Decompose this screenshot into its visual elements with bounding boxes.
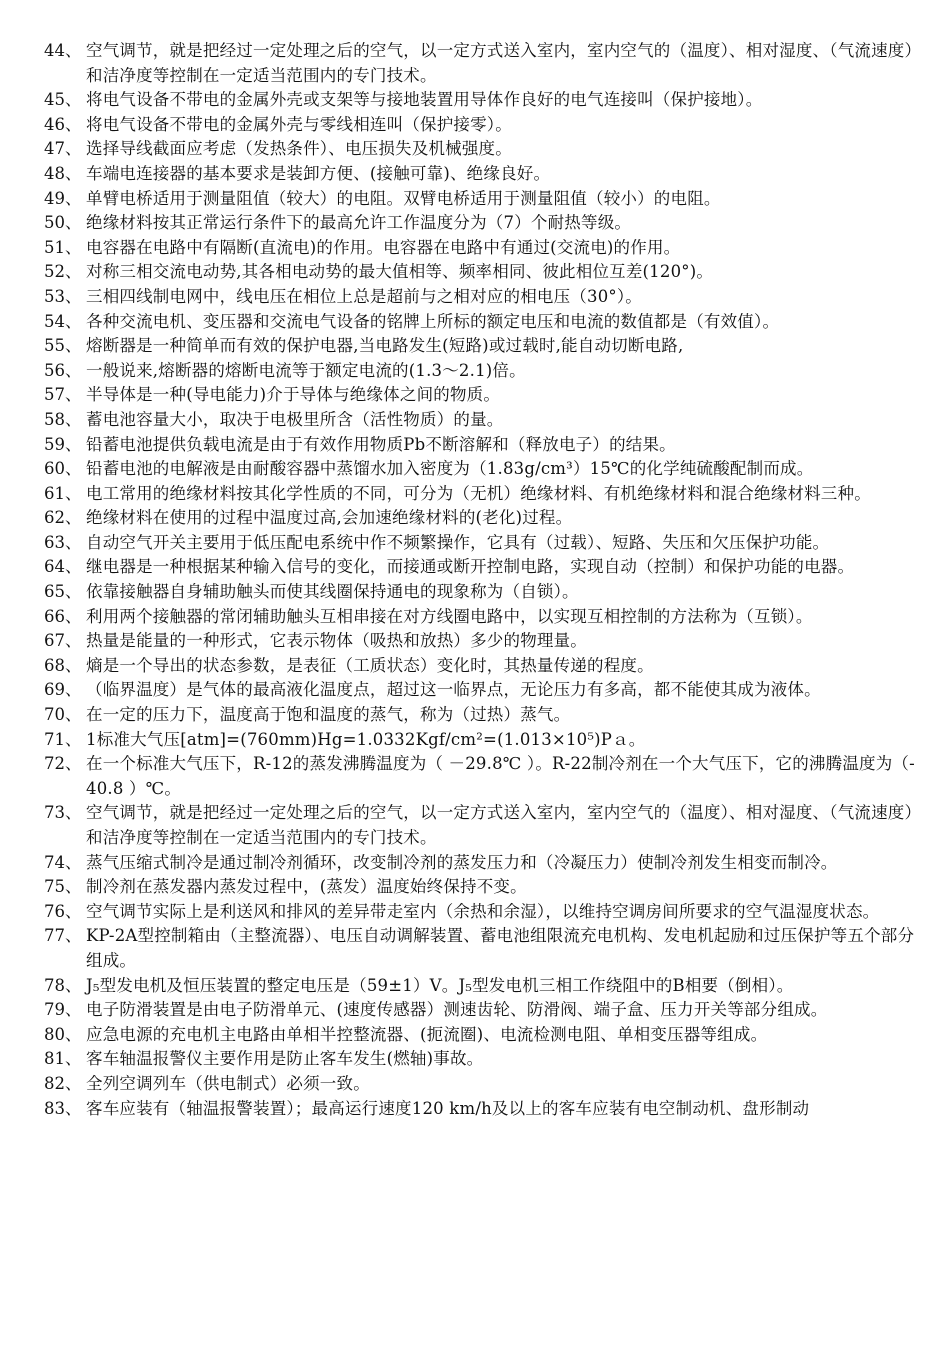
item-number: 71、: [44, 729, 82, 749]
list-item: [44, 998, 916, 1023]
item-number: 73、: [44, 803, 82, 823]
item-text: 电容器在电路中有隔断(直流电)的作用。电容器在电路中有通过(交流电)的作用。: [86, 237, 681, 257]
list-item: [44, 482, 916, 507]
item-text: 熔断器是一种简单而有效的保护电器,当电路发生(短路)或过载时,能自动切断电路,: [86, 336, 684, 356]
list-item: [44, 187, 916, 212]
item-text: 车端电连接器的基本要求是装卸方便、(接触可靠)、绝缘良好。: [86, 163, 551, 183]
list-item: [44, 555, 916, 580]
item-number: 59、: [44, 434, 82, 454]
item-text: 单臂电桥适用于测量阻值（较大）的电阻。双臂电桥适用于测量阻值（较小）的电阻。: [86, 188, 721, 208]
item-number: 56、: [44, 360, 82, 380]
item-text: KP-2A型控制箱由（主整流器）、电压自动调解装置、蓄电池组限流充电机构、发电机起励和过压保护等五个部分组成。: [86, 926, 915, 970]
list-item: [44, 1023, 916, 1048]
list-item: [44, 359, 916, 384]
item-text: 将电气设备不带电的金属外壳与零线相连叫（保护接零）。: [86, 114, 512, 134]
item-number: 46、: [44, 114, 82, 134]
item-text: 蓄电池容量大小，取决于电极里所含（活性物质）的量。: [86, 409, 504, 429]
item-number: 75、: [44, 877, 82, 897]
list-item: [44, 531, 916, 556]
item-number: 52、: [44, 262, 82, 282]
list-item: [44, 875, 916, 900]
item-text: 1标准大气压[atm]=(760mm)Hg=1.0332Kgf/cm²=(1.013×10⁵)Pａ。: [86, 729, 646, 749]
item-text: 在一定的压力下，温度高于饱和温度的蒸气，称为（过热）蒸气。: [86, 705, 571, 725]
item-number: 55、: [44, 336, 82, 356]
item-number: 64、: [44, 557, 82, 577]
list-item: [44, 408, 916, 433]
item-number: 77、: [44, 926, 82, 946]
list-item: [44, 433, 916, 458]
item-number: 47、: [44, 139, 82, 159]
list-item: [44, 236, 916, 261]
item-number: 50、: [44, 213, 82, 233]
list-item: [44, 285, 916, 310]
list-item: [44, 605, 916, 630]
item-number: 69、: [44, 680, 82, 700]
item-number: 51、: [44, 237, 82, 257]
item-number: 54、: [44, 311, 82, 331]
item-number: 61、: [44, 483, 82, 503]
item-text: 利用两个接触器的常闭辅助触头互相串接在对方线圈电路中，以实现互相控制的方法称为（互锁）。: [86, 606, 813, 626]
list-item: [44, 678, 916, 703]
list-item: [44, 580, 916, 605]
item-number: 70、: [44, 705, 82, 725]
list-item: [44, 457, 916, 482]
item-text: 蒸气压缩式制冷是通过制冷剂循环，改变制冷剂的蒸发压力和（冷凝压力）使制冷剂发生相变而制冷。: [86, 852, 838, 872]
item-text: 电子防滑装置是由电子防滑单元、(速度传感器）测速齿轮、防滑阀、端子盒、压力开关等部分组成。: [86, 1000, 828, 1020]
list-item: [44, 924, 916, 973]
list-item: [44, 900, 916, 925]
item-text: 对称三相交流电动势,其各相电动势的最大值相等、频率相同、彼此相位互差(120°)。: [86, 262, 714, 282]
item-text: 各种交流电机、变压器和交流电气设备的铭牌上所标的额定电压和电流的数值都是（有效值）。: [86, 311, 780, 331]
list-item: [44, 629, 916, 654]
item-text: 客车应装有（轴温报警装置）；最高运行速度120 km/h及以上的客车应装有电空制动机、盘形制动: [86, 1098, 810, 1118]
item-number: 65、: [44, 582, 82, 602]
list-item: [44, 1047, 916, 1072]
item-text: 三相四线制电网中，线电压在相位上总是超前与之相对应的相电压（30°）。: [86, 286, 642, 306]
item-number: 63、: [44, 532, 82, 552]
item-text: 电工常用的绝缘材料按其化学性质的不同，可分为（无机）绝缘材料、有机绝缘材料和混合绝缘材料三种。: [86, 483, 871, 503]
item-number: 62、: [44, 508, 82, 528]
item-text: 绝缘材料按其正常运行条件下的最高允许工作温度分为（7）个耐热等级。: [86, 213, 632, 233]
item-number: 83、: [44, 1098, 82, 1118]
item-number: 44、: [44, 41, 82, 60]
item-text: 将电气设备不带电的金属外壳或支架等与接地装置用导体作良好的电气连接叫（保护接地）。: [86, 90, 763, 110]
item-text: 绝缘材料在使用的过程中温度过高,会加速绝缘材料的(老化)过程。: [86, 508, 573, 528]
item-number: 68、: [44, 655, 82, 675]
list-item: [44, 703, 916, 728]
item-text: J₅型发电机及恒压装置的整定电压是（59±1）V。J₅型发电机三相工作绕阻中的B相要（倒相）。: [86, 975, 794, 995]
item-number: 49、: [44, 188, 82, 208]
item-number: 45、: [44, 90, 82, 110]
item-number: 72、: [44, 754, 82, 774]
item-text: 一般说来,熔断器的熔断电流等于额定电流的(1.3～2.1)倍。: [86, 360, 526, 380]
item-text: 客车轴温报警仪主要作用是防止客车发生(燃轴)事故。: [86, 1049, 484, 1069]
item-number: 74、: [44, 852, 82, 872]
item-number: 76、: [44, 901, 82, 921]
list-item: [44, 1072, 916, 1097]
item-text: 半导体是一种(导电能力)介于导体与绝缘体之间的物质。: [86, 385, 501, 405]
list-item: [44, 162, 916, 187]
list-item: [44, 211, 916, 236]
list-item: [44, 654, 916, 679]
list-item: [44, 1097, 916, 1122]
item-text: 空气调节，就是把经过一定处理之后的空气，以一定方式送入室内，室内空气的（温度）、相对湿度、（气流速度）和洁净度等控制在一定适当范围内的专门技术。: [86, 803, 913, 847]
list-item: [44, 334, 916, 359]
item-number: 58、: [44, 409, 82, 429]
list-item: [44, 39, 916, 88]
list-item: [44, 260, 916, 285]
list-item: [44, 383, 916, 408]
item-text: 选择导线截面应考虑（发热条件）、电压损失及机械强度。: [86, 139, 512, 159]
list-item: [44, 310, 916, 335]
item-text: 空气调节，就是把经过一定处理之后的空气，以一定方式送入室内，室内空气的（温度）、相对湿度、（气流速度）和洁净度等控制在一定适当范围内的专门技术。: [86, 41, 913, 85]
list-item: [44, 752, 916, 801]
item-text: 继电器是一种根据某种输入信号的变化，而接通或断开控制电路，实现自动（控制）和保护功能的电器。: [86, 557, 855, 577]
item-number: 81、: [44, 1049, 82, 1069]
list-item: [44, 506, 916, 531]
list-item: [44, 728, 916, 753]
item-number: 48、: [44, 163, 82, 183]
item-number: 53、: [44, 286, 82, 306]
item-number: 80、: [44, 1024, 82, 1044]
list-item: [44, 801, 916, 850]
item-number: 66、: [44, 606, 82, 626]
list-item: [44, 113, 916, 138]
list-item: [44, 974, 916, 999]
item-number: 57、: [44, 385, 82, 405]
item-text: 制冷剂在蒸发器内蒸发过程中，(蒸发）温度始终保持不变。: [86, 877, 527, 897]
item-text: 铅蓄电池的电解液是由耐酸容器中蒸馏水加入密度为（1.83g/cm³）15℃的化学纯硫酸配制而成。: [86, 459, 814, 479]
item-number: 78、: [44, 975, 82, 995]
item-number: 82、: [44, 1073, 82, 1093]
item-text: （临界温度）是气体的最高液化温度点，超过这一临界点，无论压力有多高，都不能使其成为液体。: [86, 680, 821, 700]
list-item: [44, 851, 916, 876]
list-item: [44, 137, 916, 162]
item-text: 在一个标准大气压下，R-12的蒸发沸腾温度为（ －29.8℃ ）。R-22制冷剂在一个大气压下，它的沸腾温度为（-40.8 ）℃。: [86, 754, 915, 798]
item-text: 依靠接触器自身辅助触头而使其线圈保持通电的现象称为（自锁）。: [86, 582, 579, 602]
list-item: [44, 88, 916, 113]
item-text: 热量是能量的一种形式，它表示物体（吸热和放热）多少的物理量。: [86, 631, 587, 651]
item-text: 熵是一个导出的状态参数，是表征（工质状态）变化时，其热量传递的程度。: [86, 655, 654, 675]
item-text: 铅蓄电池提供负载电流是由于有效作用物质Pb不断溶解和（释放电子）的结果。: [86, 434, 676, 454]
item-text: 应急电源的充电机主电路由单相半控整流器、(扼流圈)、电流检测电阻、单相变压器等组成。: [86, 1024, 768, 1044]
item-number: 79、: [44, 1000, 82, 1020]
item-number: 60、: [44, 459, 82, 479]
item-number: 67、: [44, 631, 82, 651]
item-text: 自动空气开关主要用于低压配电系统中作不频繁操作，它具有（过载）、短路、失压和欠压保护功能。: [86, 532, 830, 552]
item-text: 空气调节实际上是利送风和排风的差异带走室内（余热和余湿），以维持空调房间所要求的空气温湿度状态。: [86, 901, 880, 921]
item-text: 全列空调列车（供电制式）必须一致。: [86, 1073, 370, 1093]
